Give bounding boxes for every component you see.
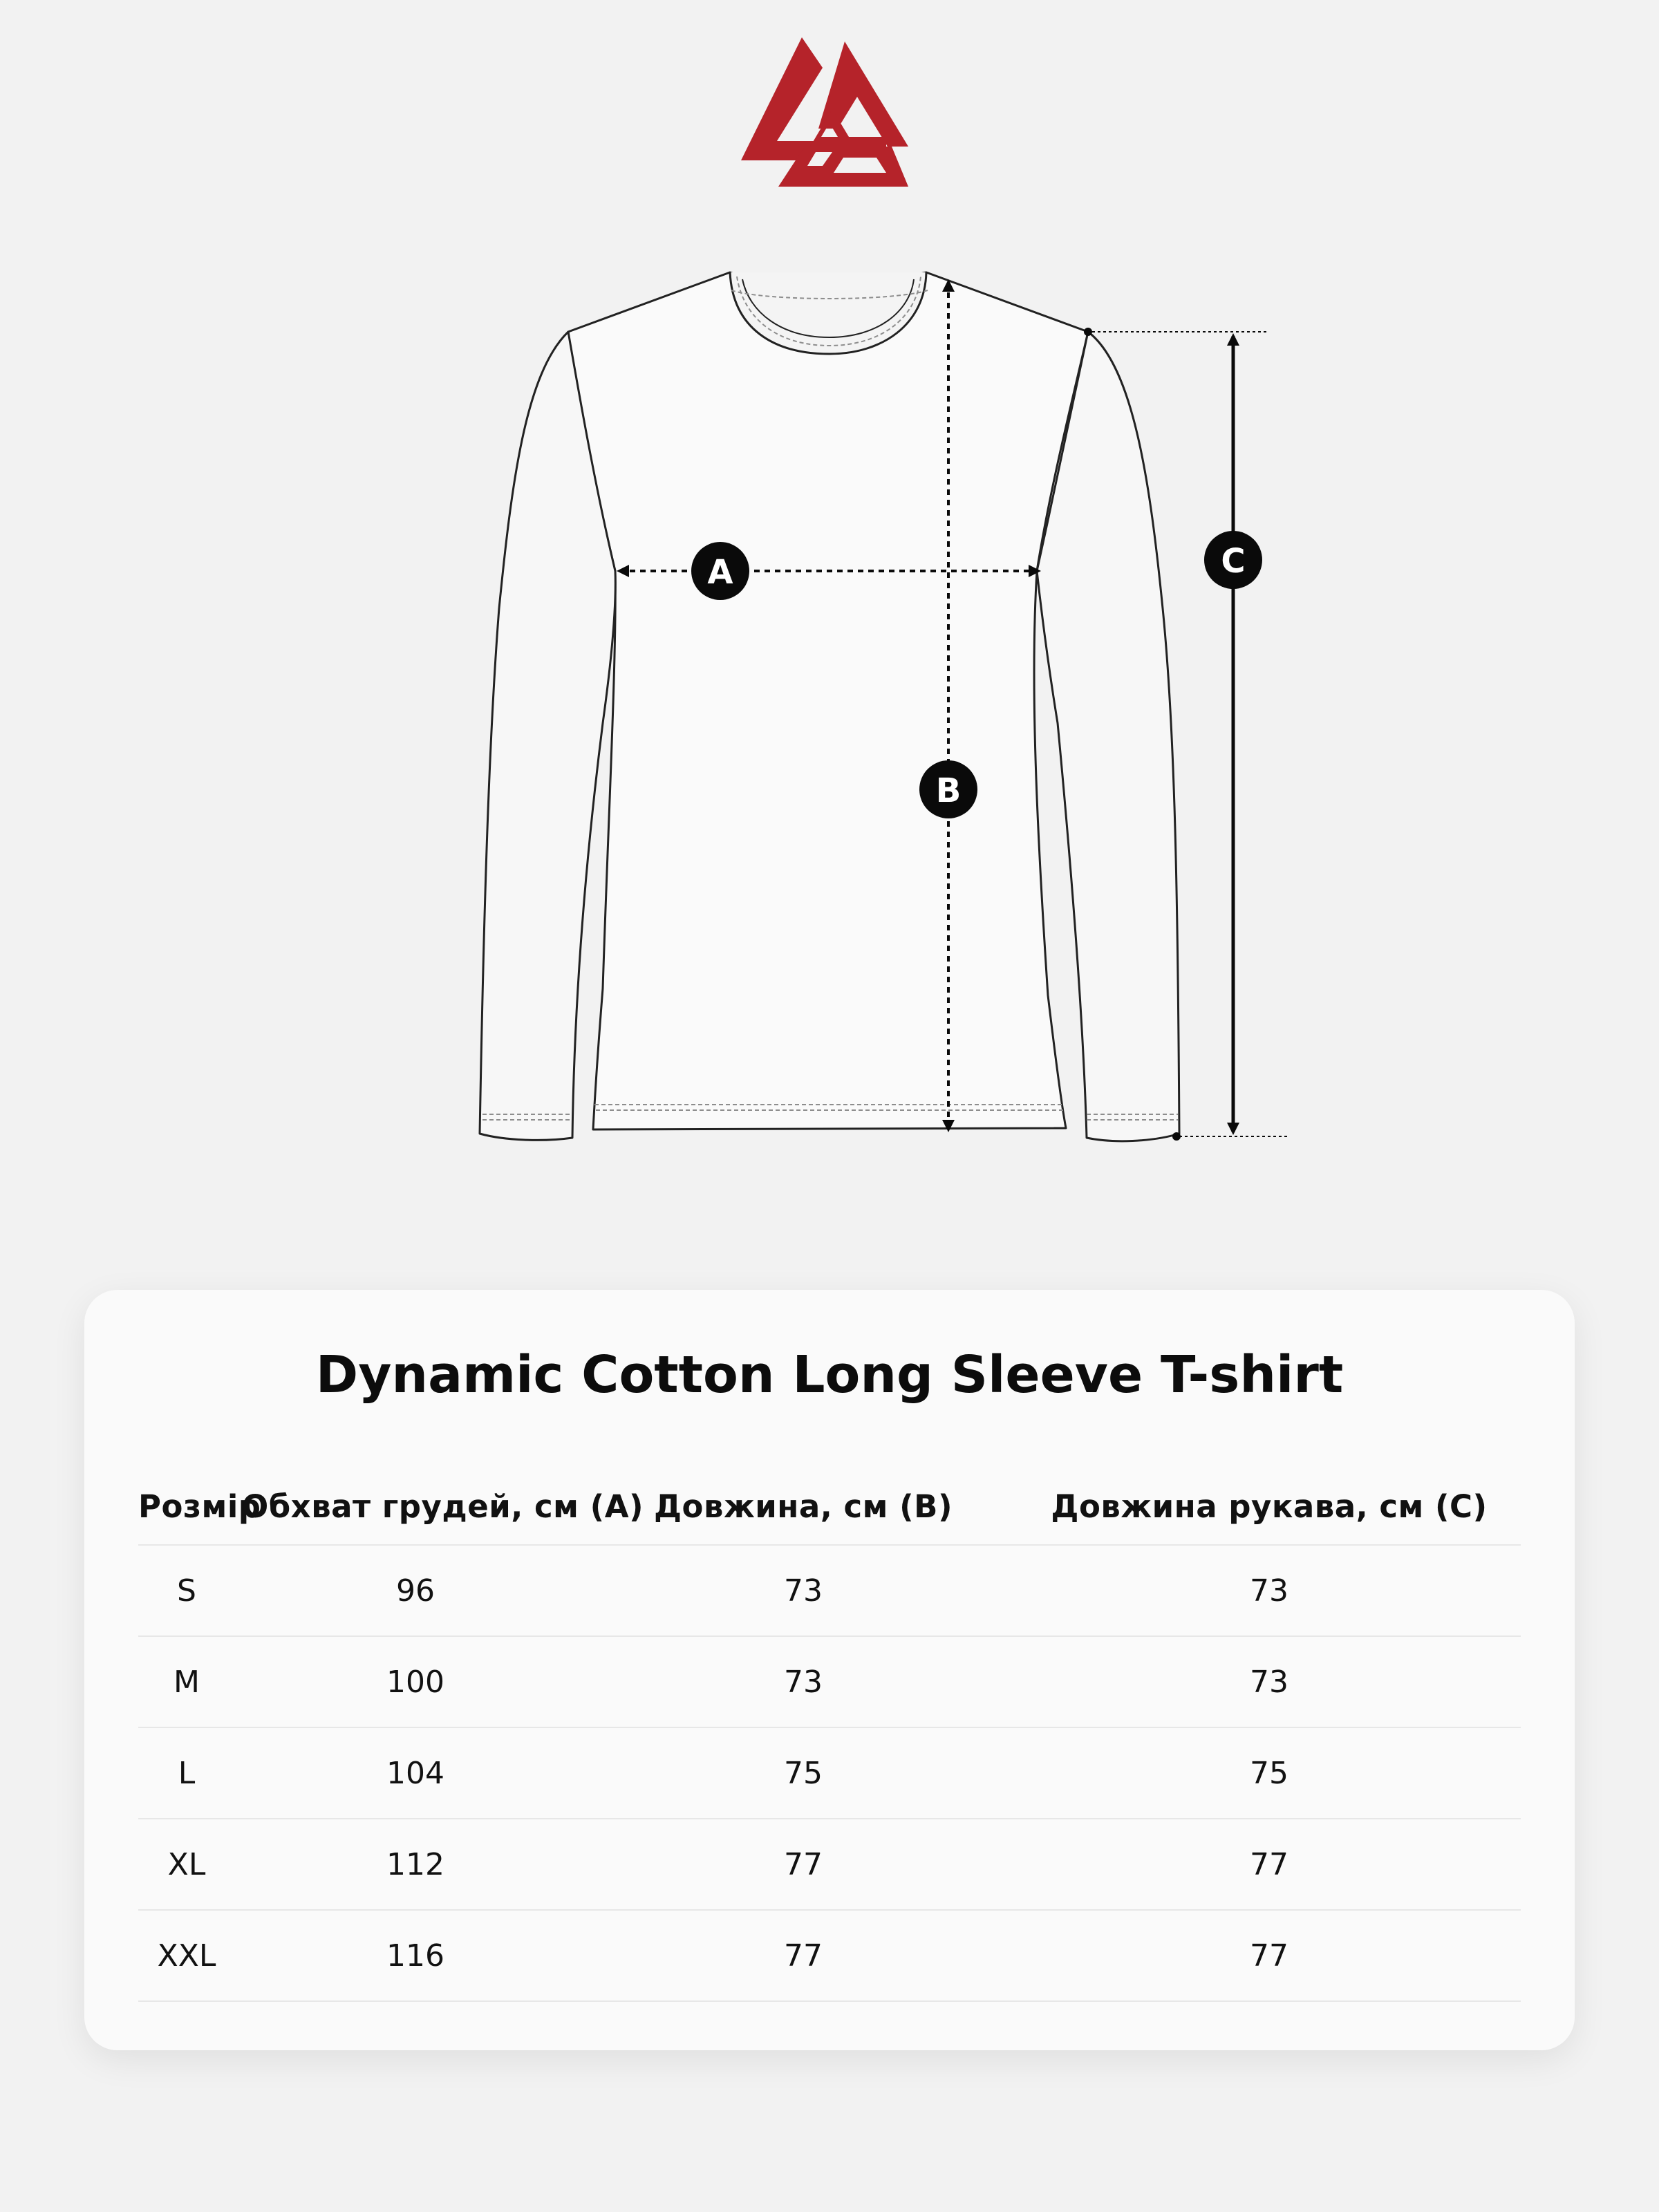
chest-cell: 104 — [386, 1755, 444, 1791]
table-header-row — [138, 1468, 1521, 1546]
marker-b — [919, 760, 977, 818]
length-cell: 77 — [784, 1938, 823, 1974]
header-length: Довжина, см (B) — [653, 1488, 953, 1525]
size-cell: XXL — [157, 1938, 216, 1974]
size-chart-card — [84, 1290, 1575, 2050]
table-row — [138, 1546, 1521, 1637]
table-row — [138, 1911, 1521, 2002]
length-cell: 75 — [784, 1755, 823, 1791]
length-cell: 73 — [784, 1664, 823, 1700]
length-cell: 73 — [784, 1573, 823, 1609]
marker-b-label: B — [935, 771, 962, 810]
length-cell: 77 — [784, 1846, 823, 1882]
table-row — [138, 1728, 1521, 1819]
header-chest: Обхват грудей, см (A) — [242, 1488, 644, 1525]
shirt-outline — [480, 272, 1179, 1141]
header-size: Розмір — [138, 1488, 261, 1525]
size-cell: XL — [167, 1846, 206, 1882]
sleeve-cell: 73 — [1250, 1573, 1288, 1609]
size-cell: L — [178, 1755, 196, 1791]
size-cell: S — [177, 1573, 196, 1609]
size-table — [138, 1468, 1521, 2002]
size-cell: M — [174, 1664, 200, 1700]
chest-cell: 96 — [396, 1573, 435, 1609]
sleeve-cell: 77 — [1250, 1846, 1288, 1882]
marker-a-label: A — [707, 553, 733, 592]
table-row — [138, 1637, 1521, 1728]
sleeve-cell: 73 — [1250, 1664, 1288, 1700]
marker-c-label: C — [1221, 542, 1246, 581]
table-row — [138, 1819, 1521, 1911]
product-title: Dynamic Cotton Long Sleeve T-shirt — [315, 1345, 1344, 1405]
marker-a — [691, 542, 749, 600]
marker-c — [1204, 531, 1262, 589]
chest-cell: 116 — [386, 1938, 444, 1974]
sleeve-cell: 75 — [1250, 1755, 1288, 1791]
header-sleeve-length: Довжина рукава, см (C) — [1051, 1488, 1488, 1525]
chest-cell: 112 — [386, 1846, 444, 1882]
chest-cell: 100 — [386, 1664, 444, 1700]
sleeve-cell: 77 — [1250, 1938, 1288, 1974]
